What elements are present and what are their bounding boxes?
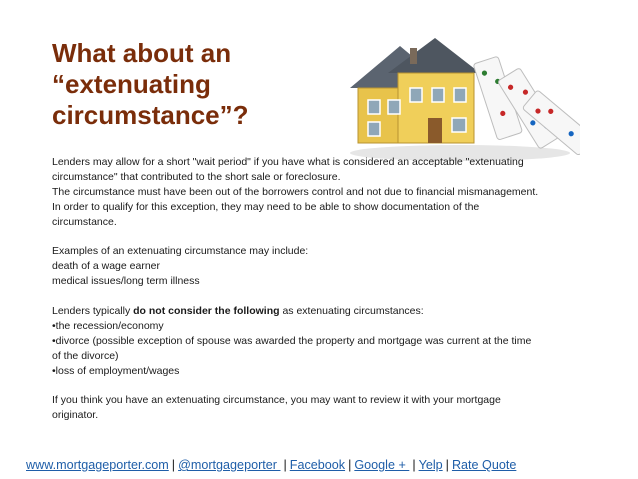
body-line: circumstance" that contributed to the short sale or foreclosure.	[52, 170, 341, 183]
body-line: The circumstance must have been out of the borrowers control and not due to financial mismanagement.	[52, 185, 539, 198]
footer-links	[26, 458, 516, 472]
paragraph-gap	[52, 230, 592, 245]
slide-body	[52, 155, 592, 423]
separator: |	[283, 458, 287, 472]
separator: |	[445, 458, 449, 472]
paragraph-gap	[52, 379, 592, 394]
title-line: “extenuating	[52, 69, 211, 99]
separator: |	[171, 458, 176, 472]
not-considered-prefix: Lenders typically	[52, 305, 134, 318]
not-considered-item: •loss of employment/wages	[52, 364, 180, 377]
not-considered-item: of the divorce)	[52, 349, 119, 362]
not-considered-intro	[52, 304, 592, 319]
separator: |	[348, 458, 352, 472]
not-considered-item: •the recession/economy	[52, 319, 164, 332]
house-dominoes-image	[340, 18, 580, 168]
google-plus-link[interactable]: Google +	[354, 458, 410, 472]
title-line: circumstance”?	[52, 100, 249, 130]
facebook-link[interactable]: Facebook	[289, 458, 346, 472]
closing-line: If you think you have an extenuating circumstance, you may want to review it with your mortgage	[52, 394, 501, 407]
not-considered-item: •divorce (possible exception of spouse was awarded the property and mortgage was current at the time	[52, 334, 532, 347]
example-item: death of a wage earner	[52, 260, 160, 273]
not-considered-emphasis: do not consider the following	[133, 305, 280, 318]
body-line: In order to qualify for this exception, they may need to be able to show documentation of the	[52, 200, 480, 213]
body-line: circumstance.	[52, 215, 117, 228]
rate-quote-link[interactable]: Rate Quote	[451, 458, 517, 472]
not-considered-suffix: as extenuating circumstances:	[279, 305, 424, 318]
example-item: medical issues/long term illness	[52, 275, 200, 288]
twitter-link[interactable]: @mortgageporter	[178, 458, 281, 472]
separator: |	[412, 458, 416, 472]
closing-line: originator.	[52, 409, 99, 422]
title-line: What about an	[52, 38, 232, 68]
examples-intro: Examples of an extenuating circumstance may include:	[52, 245, 309, 258]
slide-title	[52, 38, 249, 131]
body-line: Lenders may allow for a short "wait period" if you have what is considered an acceptable "extenuating	[52, 156, 524, 168]
yelp-link[interactable]: Yelp	[418, 458, 443, 472]
website-link[interactable]: www.mortgageporter.com	[26, 458, 169, 472]
paragraph-gap	[52, 289, 592, 304]
